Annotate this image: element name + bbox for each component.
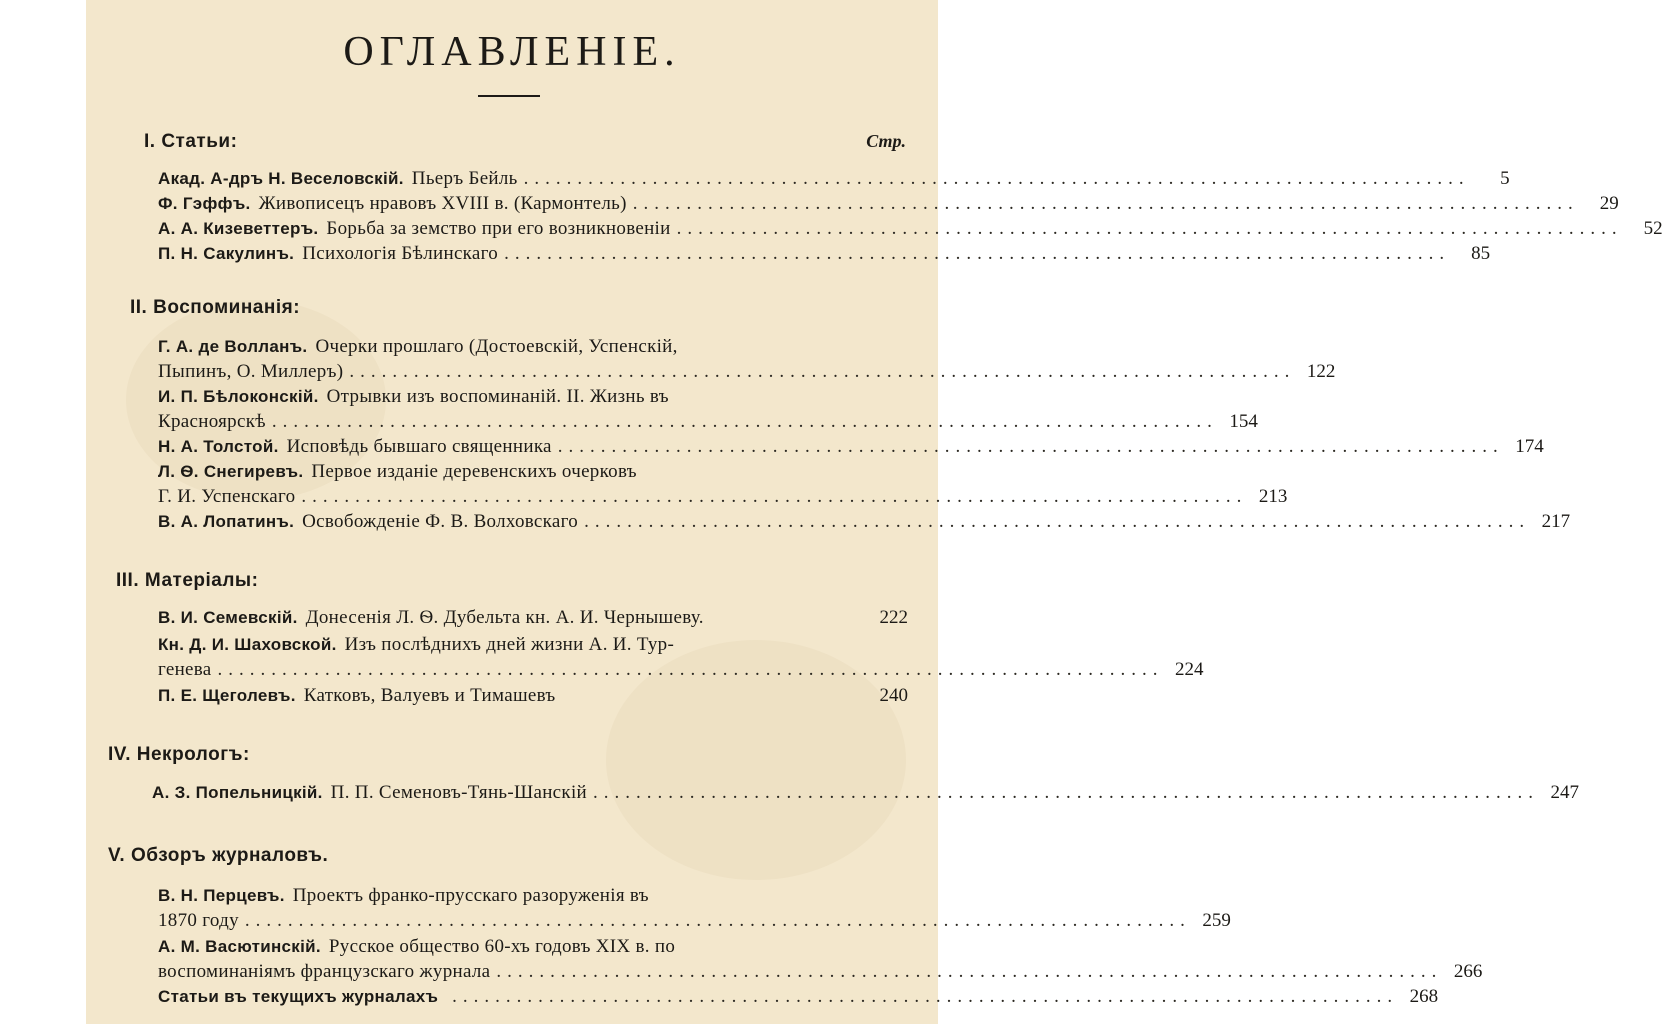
entry-title: Изъ послѣднихъ дней жизни А. И. Тур- bbox=[344, 634, 675, 655]
entry-title: Отрывки изъ воспоминаній. II. Жизнь въ bbox=[326, 386, 669, 407]
entry-author: В. И. Семевскій. bbox=[158, 608, 298, 627]
toc-entry[interactable] bbox=[158, 191, 1619, 216]
toc-entry-continuation[interactable] bbox=[158, 409, 1258, 434]
leader-dots: ........................................................................................ bbox=[217, 659, 1164, 680]
entry-page: 222 bbox=[879, 607, 908, 628]
entry-title-continued: Красноярскѣ bbox=[158, 411, 266, 432]
toc-page bbox=[86, 0, 1663, 1024]
leader-dots: ........................................................................................ bbox=[632, 193, 1579, 214]
entry-page: 217 bbox=[1541, 511, 1571, 532]
section-heading-obituary: IV. Некрологъ: bbox=[108, 744, 250, 765]
section-heading-memoirs: II. Воспоминанія: bbox=[130, 297, 301, 318]
toc-entry[interactable] bbox=[158, 166, 1510, 191]
entry-title: Русское общество 60-хъ годовъ XIX в. по bbox=[328, 936, 676, 957]
section-heading-articles: I. Статьи: bbox=[144, 131, 238, 152]
toc-entry-continuation[interactable] bbox=[158, 908, 1231, 933]
entry-title-continued: Г. И. Успенскаго bbox=[158, 486, 296, 507]
toc-entry[interactable] bbox=[158, 883, 908, 908]
entry-page: 213 bbox=[1258, 486, 1288, 507]
toc-entry-continuation[interactable] bbox=[158, 484, 1288, 509]
entry-page: 224 bbox=[1175, 659, 1204, 680]
entry-title: Очерки прошлаго (Достоевскій, Успенскій, bbox=[315, 336, 678, 357]
section-heading-materials: III. Матеріалы: bbox=[116, 570, 259, 591]
leader-dots: ........................................................................................ bbox=[504, 243, 1451, 264]
leader-dots: ........................................................................................ bbox=[496, 961, 1443, 982]
page-title: ОГЛАВЛЕНІЕ. bbox=[343, 29, 681, 75]
entry-page: 122 bbox=[1306, 361, 1336, 382]
leader-dots: ........................................................................................ bbox=[244, 910, 1191, 931]
entry-title: Катковъ, Валуевъ и Тимашевъ bbox=[303, 685, 556, 706]
entry-author: Н. А. Толстой. bbox=[158, 437, 279, 456]
entry-author: И. П. Бѣлоконскій. bbox=[158, 387, 319, 406]
entry-page: 174 bbox=[1515, 436, 1544, 457]
entry-title: П. П. Семеновъ-Тянь-Шанскій bbox=[330, 782, 587, 803]
entry-author: А. А. Кизеветтеръ. bbox=[158, 219, 319, 238]
section-heading-journal-review: V. Обзоръ журналовъ. bbox=[108, 845, 329, 866]
entry-title: Психологія Бѣлинскаго bbox=[302, 243, 499, 264]
toc-entry-continuation[interactable] bbox=[158, 359, 1336, 384]
entry-page: 154 bbox=[1229, 411, 1258, 432]
leader-dots: ........................................................................................ bbox=[584, 511, 1531, 532]
entry-author: А. М. Васютинскій. bbox=[158, 937, 321, 956]
leader-dots: ........................................................................................ bbox=[271, 411, 1218, 432]
entry-title-continued: воспоминаніямъ французскаго журнала bbox=[158, 961, 491, 982]
entry-title-continued: 1870 году bbox=[158, 910, 239, 931]
entry-title: Исповѣдь бывшаго священника bbox=[286, 436, 552, 457]
leader-dots: ........................................................................................ bbox=[523, 168, 1470, 189]
entry-author: Статьи въ текущихъ журналахъ bbox=[158, 987, 439, 1006]
entry-author: А. З. Попельницкій. bbox=[152, 783, 323, 802]
page-column-label: Стр. bbox=[866, 131, 906, 151]
toc-entry-continuation[interactable] bbox=[158, 959, 1483, 984]
entry-author: В. Н. Перцевъ. bbox=[158, 886, 285, 905]
toc-entry[interactable] bbox=[158, 241, 1491, 266]
entry-author: Л. Ѳ. Снегиревъ. bbox=[158, 462, 304, 481]
toc-entry[interactable] bbox=[152, 780, 1579, 805]
entry-author: Г. А. де Волланъ. bbox=[158, 337, 308, 356]
entry-title-continued: генева bbox=[158, 659, 212, 680]
toc-entry[interactable] bbox=[158, 459, 908, 484]
entry-author: П. Н. Сакулинъ. bbox=[158, 244, 295, 263]
entry-page: 29 bbox=[1599, 193, 1619, 214]
leader-dots: ........................................................................................ bbox=[593, 782, 1539, 803]
title-rule bbox=[478, 95, 540, 97]
entry-page: 247 bbox=[1550, 782, 1579, 803]
leader-dots: ........................................................................................ bbox=[676, 218, 1623, 239]
entry-page: 268 bbox=[1409, 986, 1439, 1007]
toc-entry[interactable] bbox=[158, 683, 908, 708]
toc-entry[interactable] bbox=[158, 934, 908, 959]
entry-title: Донесенія Л. Ѳ. Дубельта кн. А. И. Чернышеву. bbox=[305, 607, 704, 628]
entry-author: П. Е. Щеголевъ. bbox=[158, 686, 296, 705]
leader-dots: ........................................................................................ bbox=[301, 486, 1248, 507]
toc-entry[interactable] bbox=[158, 434, 1544, 459]
entry-author: Кн. Д. И. Шаховской. bbox=[158, 635, 337, 654]
toc-entry[interactable] bbox=[158, 334, 908, 359]
entry-author: Акад. А-дръ Н. Веселовскій. bbox=[158, 169, 404, 188]
leader-dots: ........................................................................................ bbox=[349, 361, 1296, 382]
entry-page: 5 bbox=[1500, 168, 1510, 189]
entry-title: Освобожденіе Ф. В. Волховскаго bbox=[302, 511, 579, 532]
entry-author: В. А. Лопатинъ. bbox=[158, 512, 295, 531]
entry-page: 240 bbox=[879, 685, 908, 706]
entry-title: Первое изданіе деревенскихъ очерковъ bbox=[311, 461, 637, 482]
toc-entry[interactable] bbox=[158, 216, 1663, 241]
leader-dots: ........................................................................................ bbox=[557, 436, 1504, 457]
leader-dots: ........................................................................................ bbox=[452, 986, 1399, 1007]
toc-entry-continuation[interactable] bbox=[158, 657, 1204, 682]
entry-title: Проектъ франко-прусскаго разоруженія въ bbox=[292, 885, 649, 906]
entry-title: Живописецъ нравовъ XVIII в. (Кармонтель) bbox=[258, 193, 627, 214]
toc-entry[interactable] bbox=[158, 984, 1439, 1009]
entry-page: 266 bbox=[1453, 961, 1483, 982]
entry-title: Пьеръ Бейль bbox=[411, 168, 518, 189]
entry-page: 259 bbox=[1202, 910, 1231, 931]
entry-title: Борьба за земство при его возникновеніи bbox=[326, 218, 671, 239]
toc-entry[interactable] bbox=[158, 384, 908, 409]
entry-page: 52 bbox=[1643, 218, 1663, 239]
toc-entry[interactable] bbox=[158, 605, 908, 630]
entry-page: 85 bbox=[1471, 243, 1491, 264]
toc-entry[interactable] bbox=[158, 632, 908, 657]
entry-title-continued: Пыпинъ, О. Миллеръ) bbox=[158, 361, 344, 382]
entry-author: Ф. Гэффъ. bbox=[158, 194, 251, 213]
toc-entry[interactable] bbox=[158, 509, 1571, 534]
